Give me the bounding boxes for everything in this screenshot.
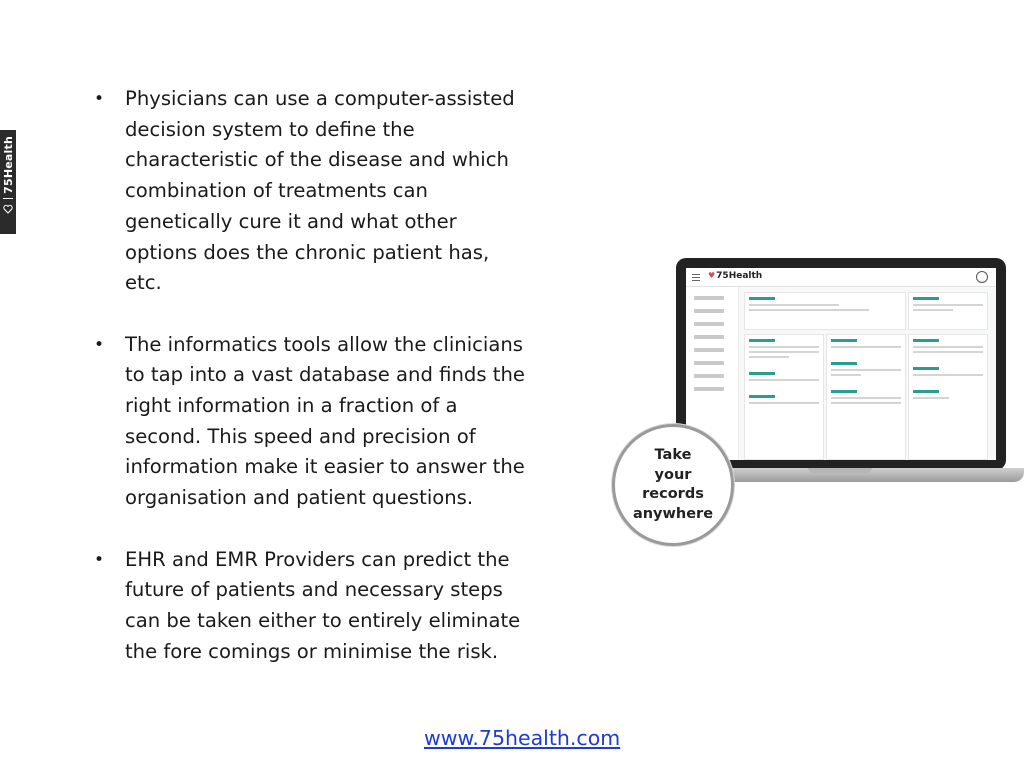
badge-text — [633, 446, 713, 524]
bullet-line: information make it easier to answer the — [125, 455, 525, 479]
bullet-line: right information in a fraction of a — [125, 394, 458, 418]
bullet-dot: • — [94, 89, 105, 109]
bullet-list — [92, 84, 562, 698]
bullet-item — [92, 545, 562, 668]
bullet-item — [92, 84, 562, 299]
badge-line: your — [654, 466, 692, 483]
app-card — [826, 334, 906, 460]
hamburger-menu-icon — [692, 274, 700, 283]
bullet-line: can be taken either to entirely eliminate — [125, 608, 521, 632]
laptop-screen — [686, 268, 996, 460]
bullet-item — [92, 330, 562, 514]
website-link[interactable]: www.75health.com — [424, 726, 621, 750]
bullet-line: the fore comings or minimise the risk. — [125, 639, 499, 663]
bullet-line: options does the chronic patient has, — [125, 240, 490, 264]
bullet-line: genetically cure it and what other — [125, 209, 457, 233]
bullet-line: second. This speed and precision of — [125, 424, 476, 448]
heart-logo-icon: ♥ — [708, 271, 716, 280]
bullet-line: etc. — [125, 271, 162, 295]
bullet-line: EHR and EMR Providers can predict the — [125, 547, 510, 571]
heart-logo-icon — [3, 204, 13, 214]
app-top-bar — [686, 268, 996, 287]
bullet-line: organisation and patient questions. — [125, 486, 474, 510]
side-brand-tab — [0, 130, 16, 234]
bullet-line: The informatics tools allow the clinicians — [125, 332, 523, 356]
bullet-line: future of patients and necessary steps — [125, 578, 503, 602]
bullet-line: decision system to define the — [125, 117, 415, 141]
app-card — [908, 292, 988, 330]
bullet-line: Physicians can use a computer-assisted — [125, 87, 515, 110]
badge-line: records — [642, 486, 704, 502]
bullet-line: characteristic of the disease and which — [125, 148, 509, 172]
bullet-line: to tap into a vast database and finds the — [125, 363, 525, 387]
side-brand-label: 75Health — [1, 136, 15, 194]
badge-line: anywhere — [632, 505, 714, 522]
app-card — [908, 334, 988, 460]
laptop-notch — [808, 468, 872, 473]
bullet-dot: • — [94, 549, 105, 570]
bullet-dot: • — [94, 334, 105, 355]
app-logo-text: 75Health — [716, 271, 763, 281]
user-avatar-icon — [976, 271, 988, 283]
app-card — [744, 334, 824, 460]
records-anywhere-badge — [612, 424, 734, 546]
app-logo — [708, 271, 762, 281]
app-card — [744, 292, 906, 330]
app-main-area — [744, 292, 990, 460]
side-brand-divider — [3, 198, 13, 199]
bullet-line: combination of treatments can — [125, 179, 428, 203]
badge-line: Take — [654, 447, 692, 463]
